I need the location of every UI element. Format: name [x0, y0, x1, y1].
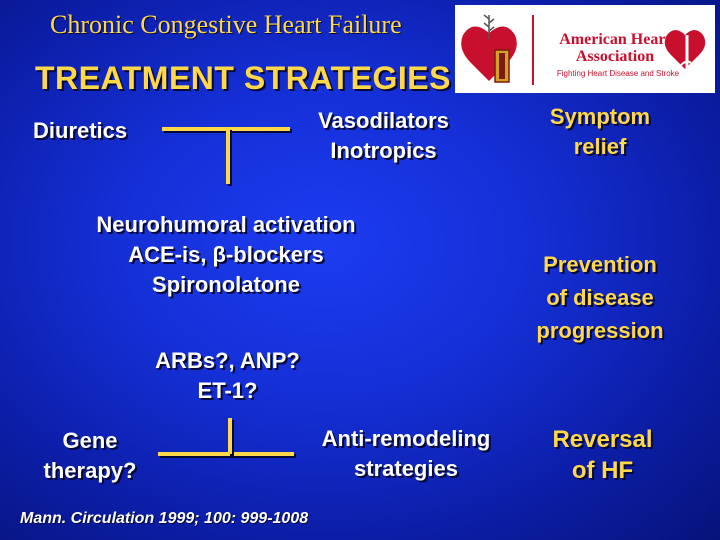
label-spironolatone: Spironolatone [152, 272, 300, 297]
label-ace-beta: ACE-is, β-blockers [128, 242, 324, 267]
label-arbs-group [125, 346, 330, 406]
logo-tagline: Fighting Heart Disease and Stroke [556, 69, 680, 78]
label-vasodilators: Vasodilators [318, 108, 449, 133]
label-anti-remodeling: Anti-remodeling [321, 426, 491, 451]
outcome-reversal-line2: of HF [571, 457, 634, 484]
outcome-reversal [530, 424, 675, 486]
label-gene: Gene [62, 428, 118, 453]
outcome-symptom: Symptom [549, 104, 651, 129]
label-anti-remodeling-group [296, 424, 516, 484]
logo-panel [455, 5, 715, 93]
outcome-prevention-line2: of disease [546, 285, 654, 310]
label-vasodilators-inotropics [296, 106, 471, 166]
outcome-symptom-relief [510, 102, 690, 162]
outcome-relief: relief [573, 134, 627, 159]
label-neurohumoral: Neurohumoral activation [96, 212, 356, 237]
citation: Mann. Circulation 1999; 100: 999-1008 [20, 510, 309, 527]
emblem-icon [461, 15, 517, 82]
outcome-prevention-line3: progression [536, 318, 664, 343]
logo-brand-text: American Heart Association [559, 31, 671, 65]
label-et1: ET-1? [197, 378, 258, 403]
outcome-prevention [510, 248, 690, 347]
outcome-prevention-line1: Prevention [543, 252, 657, 277]
slide-title: TREATMENT STRATEGIES [35, 60, 451, 96]
bracket-bottom-vertical [228, 418, 232, 454]
bracket-bottom-horizontal [158, 452, 294, 456]
label-strategies: strategies [354, 456, 458, 481]
outcome-reversal-line1: Reversal [552, 426, 653, 453]
bracket-top-vertical [226, 128, 230, 184]
label-diuretics: Diuretics [33, 118, 128, 143]
label-therapy: therapy? [43, 458, 137, 483]
label-inotropics: Inotropics [330, 138, 437, 163]
slide-header: Chronic Congestive Heart Failure [50, 10, 402, 39]
label-gene-therapy [25, 426, 155, 486]
label-neurohumoral-group [56, 210, 396, 300]
label-arbs-anp: ARBs?, ANP? [155, 348, 300, 373]
